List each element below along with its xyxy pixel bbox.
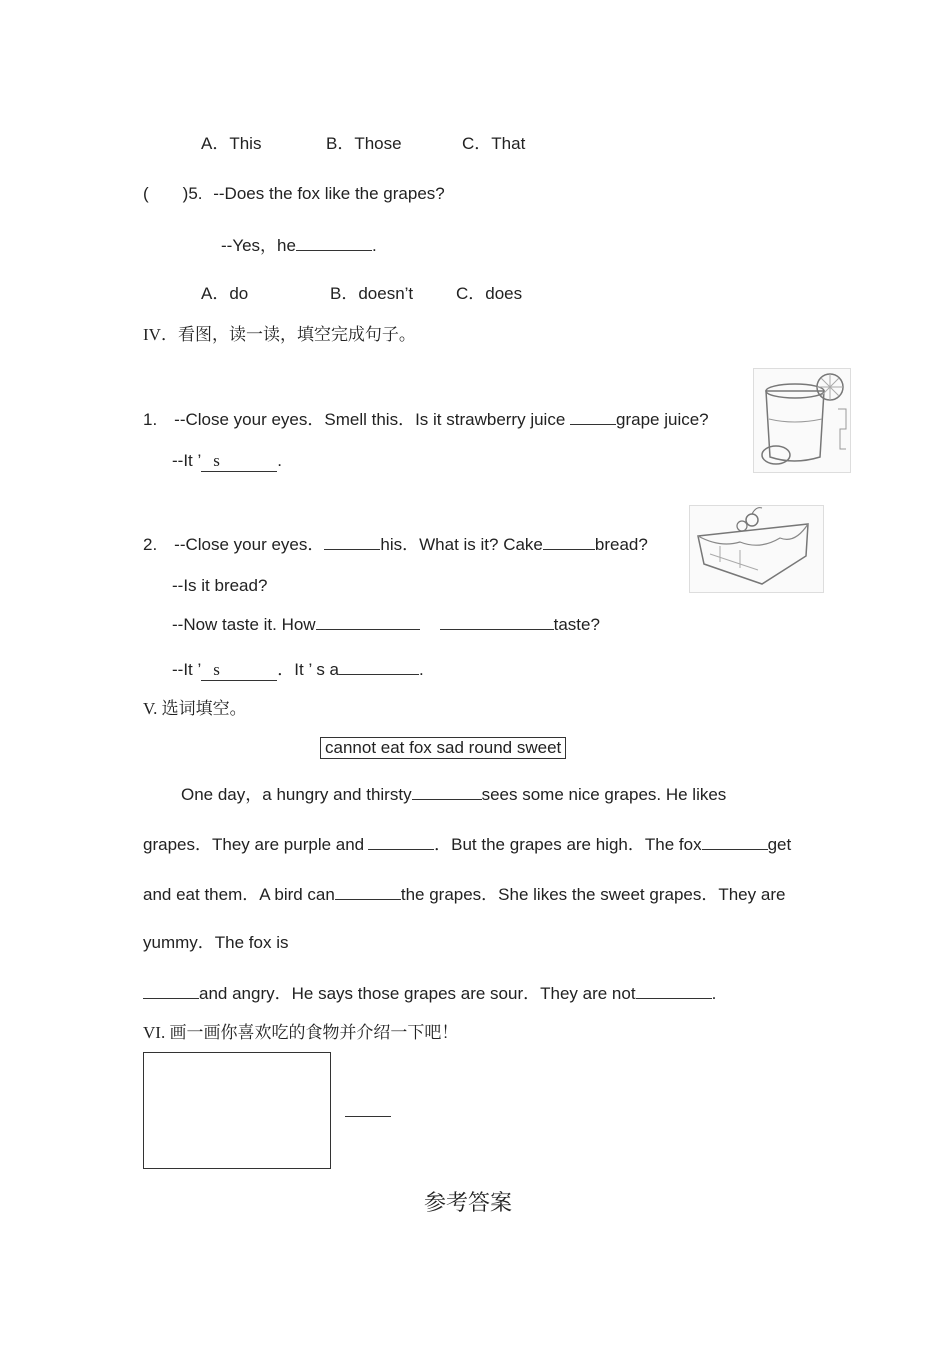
s4-item1-text-b: grape juice?	[616, 410, 709, 429]
s4-item2-blank-1[interactable]	[324, 533, 380, 550]
s4-item1-blank[interactable]	[570, 408, 616, 425]
q5-question-line	[143, 184, 445, 204]
description-blank[interactable]	[345, 1100, 391, 1117]
s4-item2-text-b: his．What is it? Cake	[380, 535, 543, 554]
passage-line-1-a: One day，a hungry and thirsty	[181, 785, 412, 804]
q5-option-c: C．does	[456, 284, 523, 303]
passage-blank-6[interactable]	[636, 982, 712, 999]
q4-option-c: C．That	[462, 134, 526, 153]
s4-item1-answer-blank[interactable]: s	[201, 451, 277, 472]
passage-line-4: yummy．The fox is	[143, 933, 289, 952]
s4-item2-blank-2[interactable]	[543, 533, 595, 550]
s4-item2-blank-3[interactable]	[316, 613, 420, 630]
s4-item2-line3	[172, 613, 600, 635]
s4-item2-line3-text-a: --Now taste it. How	[172, 615, 316, 634]
word-bank-box: cannot eat fox sad round sweet	[320, 737, 566, 759]
drawing-box[interactable]	[143, 1052, 331, 1169]
s4-item2-line1	[143, 533, 648, 555]
s4-item1-line1	[143, 408, 709, 430]
q5-question: --Does the fox like the grapes?	[213, 184, 445, 203]
passage-line-1	[181, 783, 726, 805]
section5-heading	[143, 699, 247, 719]
passage-line-3	[143, 883, 785, 905]
juice-glass-image	[753, 368, 851, 473]
passage-blank-2[interactable]	[368, 833, 434, 850]
passage-line-3-b: the grapes．She likes the sweet grapes．They are	[400, 885, 786, 904]
s4-item2-line4	[172, 658, 424, 681]
s4-item1-line2	[172, 451, 282, 472]
q5-answer-blank[interactable]	[296, 234, 372, 251]
passage-line-5-end: .	[711, 984, 717, 1003]
s4-item1-answer-prefix: --It ’	[172, 451, 202, 470]
s4-item2-text-a: 2. --Close your eyes．	[143, 535, 325, 554]
q5-answer-line	[221, 234, 377, 256]
s4-item1-text-a: 1. --Close your eyes．Smell this．Is it strawberry juice	[143, 410, 566, 429]
s4-item2-answer-blank-1[interactable]: s	[201, 660, 277, 681]
passage-line-3-a: and eat them．A bird can	[143, 885, 335, 904]
passage-line-1-b: sees some nice grapes. He likes	[481, 785, 727, 804]
s4-item2-blank-4[interactable]	[440, 613, 554, 630]
q5-answer-end: .	[371, 236, 377, 255]
q5-option-a: A．do	[201, 284, 249, 303]
s4-item1-answer-end: .	[277, 451, 283, 470]
s4-item2-line4-prefix: --It ’	[172, 660, 202, 679]
passage-line-2	[143, 833, 791, 855]
s4-item2-answer-blank-2[interactable]	[339, 658, 419, 675]
q4-option-a: A．This	[201, 134, 262, 153]
answers-title: 参考答案	[424, 1190, 513, 1215]
s4-item2-line2: --Is it bread?	[172, 576, 268, 595]
passage-blank-4[interactable]	[335, 883, 401, 900]
s4-item2-line4-text: ．It ’ s a	[277, 660, 339, 679]
passage-line-2-b: ．But the grapes are high．The fox	[434, 835, 702, 854]
s4-item2-line3-text-b: taste?	[553, 615, 600, 634]
q5-answer-prefix: --Yes，he	[221, 236, 296, 255]
passage-line-2-a: grapes．They are purple and	[143, 835, 365, 854]
passage-blank-3[interactable]	[702, 833, 768, 850]
section5-heading-text: V. 选词填空。	[143, 699, 247, 718]
passage-line-2-c: get	[767, 835, 792, 854]
cake-image	[689, 505, 824, 593]
section6-heading: VI. 画一画你喜欢吃的食物并介绍一下吧！	[143, 1023, 459, 1042]
passage-blank-1[interactable]	[412, 783, 482, 800]
q5-option-b: B．doesn’t	[330, 284, 414, 303]
passage-blank-5[interactable]	[143, 982, 199, 999]
s4-item2-text-c: bread?	[594, 535, 648, 554]
passage-line-5-a: and angry．He says those grapes are sour．They are not	[199, 984, 636, 1003]
q5-paren: ( )5.	[143, 184, 203, 203]
passage-line-5	[143, 982, 716, 1004]
q4-option-b: B．Those	[326, 134, 402, 153]
description-line[interactable]	[345, 1100, 391, 1122]
section4-heading: IV．看图，读一读，填空完成句子。	[143, 325, 416, 344]
s4-item2-line4-end: .	[419, 660, 424, 679]
